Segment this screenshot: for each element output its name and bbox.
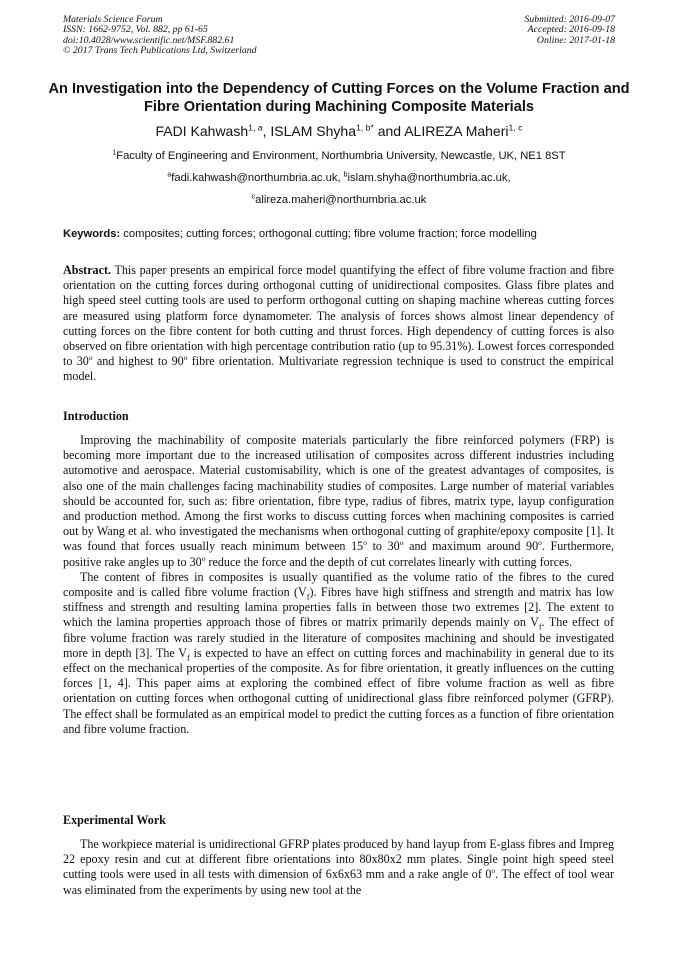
author-affiliation-mark: 1, c xyxy=(508,122,523,133)
degree-mark: o xyxy=(399,538,404,548)
degree-mark: o xyxy=(88,353,93,363)
author-name: ALIREZA Maheri xyxy=(404,123,509,139)
submitted-date: Submitted: 2016-09-07 xyxy=(524,14,615,25)
author-separator: and xyxy=(373,123,405,139)
paragraph-text: to 30 xyxy=(366,539,400,554)
abstract xyxy=(63,263,614,385)
author-affiliation-mark: 1, b* xyxy=(356,122,374,133)
paragraph xyxy=(63,570,614,737)
email-line xyxy=(40,170,638,186)
abstract-text: This paper presents an empirical force model quantifying the effect of fibre volume fraction and fibre orientation on the cutting forces during orthogonal cutting of unidirectional composites. Glass fibre plates and high speed steel cutting tools are used to perform orthogonal cutting on shaping machine whereas cutting forces are measured using platform force dynamometer. The analysis of forces shows almost linear dependency of cutting forces on the fibre content for both cutting and thrust forces. High dependency of cutting forces is also observed on fibre orientation with high percentage contribution ratio (up to 95.31%). Lowest forces corresponded to 30 xyxy=(63,263,614,369)
degree-mark: o xyxy=(538,538,542,548)
journal-name: Materials Science Forum xyxy=(63,14,163,25)
online-date: Online: 2017-01-18 xyxy=(536,34,615,46)
paragraph-text: is expected to have an effect on cutting forces and machinability in general due to its effect on the mechanical properties of the composite. As for fibre orientation, it greatly influences on the cutting forces [1, 4]. This paper aims at exploring the combined effect of fibre volume fraction as well as fibre orientation on cutting forces when orthogonal cutting of unidirectional glass fibre reinforced polymer (GFRP). The effect shall be formulated as an empirical model to predict the cutting forces as a function of fibre orientation and fibre volume fraction. xyxy=(63,645,615,736)
abstract-text: and highest to 90 xyxy=(92,354,184,369)
email-c[interactable]: alireza.maheri@northumbria.ac.uk xyxy=(255,194,427,206)
keywords xyxy=(63,226,623,242)
email-a[interactable]: fadi.kahwash@northumbria.ac.uk, xyxy=(171,172,341,184)
experimental-body xyxy=(63,837,614,898)
author-separator: , xyxy=(262,123,271,139)
affiliation-text: Faculty of Engineering and Environment, Northumbria University, Newcastle, UK, NE1 8ST xyxy=(116,150,566,162)
paragraph-text: The workpiece material is unidirectional GFRP plates produced by hand layup from E-glass fibres and Impreg 22 epoxy resin and cut at different fibre orientations into 80x80x2 mm plates. Single point high speed steel cutting tools were used in all tests with dimension of 6x6x63 mm and a rake angle of 0 xyxy=(63,837,614,882)
affiliation-mark: 1 xyxy=(112,149,117,157)
degree-mark: o xyxy=(183,353,188,363)
publication-dates xyxy=(524,15,615,46)
paper-title: An Investigation into the Dependency of Cutting Forces on the Volume Fraction and Fibre Orientation during Machining Composite Materials xyxy=(48,81,630,115)
email-b[interactable]: islam.shyha@northumbria.ac.uk, xyxy=(347,172,511,184)
doi[interactable]: doi:10.4028/www.scientific.net/MSF.882.61 xyxy=(63,34,235,46)
issn: ISSN: 1662-9752, Vol. 882, pp 61-65 xyxy=(63,24,208,36)
section-heading-experimental: Experimental Work xyxy=(63,813,166,827)
keywords-text: composites; cutting forces; orthogonal cutting; fibre volume fraction; force modelling xyxy=(120,228,537,240)
affiliation xyxy=(40,148,638,164)
author-name: ISLAM Shyha xyxy=(270,123,356,139)
abstract-label: Abstract. xyxy=(63,263,112,277)
paragraph-text: Improving the machinability of composite materials particularly the fibre reinforced polymers (FRP) is becoming more important due to the increased utilisation of composites across different industries including automotive and aerospace. Material customisability, which is one of the greatest advantages of composites, is also one of the main challenges facing machinability studies of composites. Large number of material variables should be accounted for, such as: fibre orientation, fibre type, radius of fibres, matrix type, layup configuration and production method. Among the first works to discuss cutting forces when machining composites is carried out by Wang et al. who investigated the mechanisms when orthogonal cutting of graphite/epoxy composite [1]. It was found that forces usually reach minimum between 15 xyxy=(63,433,614,554)
degree-mark: o xyxy=(363,538,367,548)
author-list xyxy=(40,121,638,141)
paragraph-text: . The effect of fibre volume fraction was rarely studied in the literature of composites machining and should be investigated more in depth [3]. The V xyxy=(63,615,614,660)
paragraph-text: . The effect of tool wear was eliminated from the experiments by using new tool at the xyxy=(63,867,614,897)
introduction-body xyxy=(63,433,614,737)
subscript: f xyxy=(187,652,190,663)
copyright: © 2017 Trans Tech Publications Ltd, Switzerland xyxy=(63,45,257,57)
paragraph-text: The content of fibres in composites is usually quantified as the volume ratio of the fibres to the cured composite and is called fibre volume fraction (V xyxy=(63,569,614,600)
email-mark: b xyxy=(343,171,348,179)
email-mark: a xyxy=(167,171,172,179)
paragraph-text: reduce the force and the depth of cut correlates linearly with cutting forces. xyxy=(205,554,573,569)
paragraph-text: ). Fibres have high stiffness and strength and matrix has low stiffness and strength and resulting lamina properties falls in between those two extremes [2]. The extent to which the lamina properties approach those of fibres or matrix primarily depends mainly on V xyxy=(63,585,615,630)
author-name: FADI Kahwash xyxy=(155,123,249,139)
subscript: f xyxy=(538,621,542,632)
paragraph-text: . Furthermore, positive rake angles up to 30 xyxy=(63,539,614,569)
paragraph xyxy=(63,837,614,898)
degree-mark: o xyxy=(201,553,206,563)
keywords-label: Keywords: xyxy=(63,228,121,240)
degree-mark: o xyxy=(491,866,496,876)
accepted-date: Accepted: 2016-09-18 xyxy=(527,24,615,36)
section-heading-introduction: Introduction xyxy=(63,409,129,423)
email-mark: c xyxy=(251,193,256,201)
paragraph-text: and maximum around 90 xyxy=(403,539,539,554)
abstract-text: fibre orientation. Multivariate regression technique is used to construct the empirical model. xyxy=(63,354,614,384)
author-affiliation-mark: 1, a xyxy=(248,122,263,133)
email-line xyxy=(40,192,638,208)
journal-info xyxy=(63,15,257,57)
subscript: f xyxy=(306,591,310,602)
paragraph xyxy=(63,433,614,570)
